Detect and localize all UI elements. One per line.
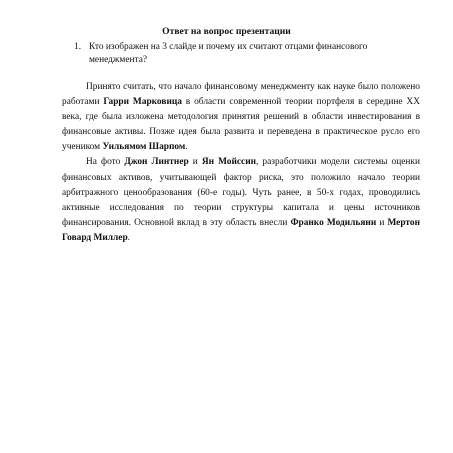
answer-body <box>62 80 420 246</box>
name-modigliani: Франко Модильяни <box>290 217 377 228</box>
name-markowitz: Гарри Марковица <box>103 97 182 108</box>
paragraph-text: и <box>188 157 202 168</box>
name-miller: Мертон Говард Миллер <box>62 217 420 243</box>
question-number: 1. <box>74 42 82 52</box>
paragraph-text: . <box>185 142 188 153</box>
question-text: Кто изображен на 3 слайде и почему их считают отцами финансового менеджмента? <box>89 42 368 65</box>
document-title: Ответ на вопрос презентации <box>162 26 291 37</box>
paragraph-lintner <box>62 155 420 246</box>
name-lintner: Джон Линтнер <box>124 157 189 168</box>
paragraph-text: в области современной теории портфеля в середине XX века, где была изложена методология принятия решений в области инвестирования в финансовые активы. Позже идея была развита и переведена в практическое русло его учеником <box>62 97 420 153</box>
name-sharpe: Уильямом Шарпом <box>102 142 186 153</box>
paragraph-markowitz <box>62 80 420 155</box>
paragraph-text: и <box>376 217 388 228</box>
question-item <box>74 41 420 66</box>
paragraph-text: , разработчики модели системы оценки финансовых активов, учитывающей фактор риска, это положило начало теории арбитражного ценообразования (60-е годы). Чуть ранее, в 50-х годах, проводились активные исследования по теории структуры капитала и цены источников финансирования. Основной вклад в эту область внесли <box>62 157 420 228</box>
paragraph-text: . <box>127 232 131 243</box>
name-mossin: Ян Мойссин <box>201 157 257 168</box>
paragraph-text: На фото <box>86 157 125 168</box>
paragraph-text: Принято считать, что начало финансовому менеджменту как науке было положено работами <box>62 82 420 108</box>
